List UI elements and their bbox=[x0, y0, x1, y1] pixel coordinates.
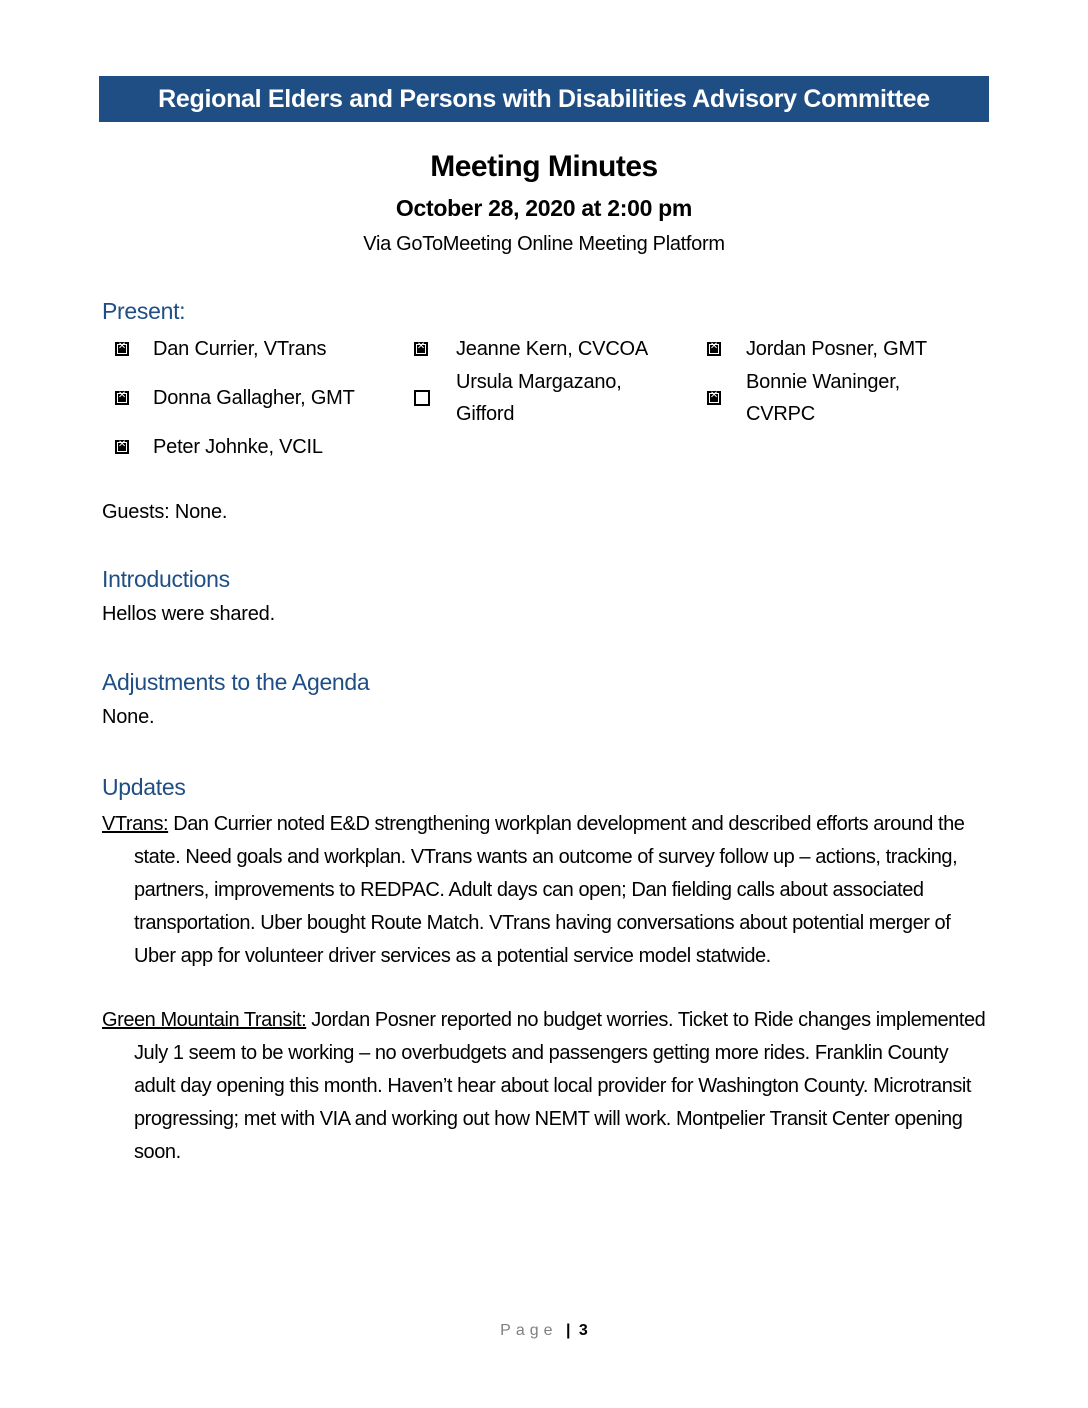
attendee-name-line1: Bonnie Waninger, bbox=[746, 371, 900, 393]
attendee-bonnie-waninger bbox=[707, 366, 900, 430]
introductions-heading: Introductions bbox=[102, 566, 230, 592]
guests-line: Guests: None. bbox=[102, 501, 228, 523]
update-green-mountain-transit bbox=[102, 1004, 992, 1169]
attendee-name: Jeanne Kern, CVCOA bbox=[456, 338, 649, 360]
attendee-peter-johnke bbox=[115, 431, 323, 463]
checked-box-icon bbox=[115, 440, 129, 454]
page-label: Page bbox=[500, 1322, 558, 1339]
checked-box-icon bbox=[707, 342, 721, 356]
adjustments-text: None. bbox=[102, 706, 155, 728]
attendee-name: Jordan Posner, GMT bbox=[746, 338, 927, 360]
attendee-jordan-posner bbox=[707, 333, 927, 365]
attendee-name: Dan Currier, VTrans bbox=[153, 338, 327, 360]
checked-box-icon bbox=[414, 342, 428, 356]
page-number: 3 bbox=[578, 1322, 588, 1339]
attendee-donna-gallagher bbox=[115, 382, 355, 414]
page-separator: | bbox=[565, 1322, 571, 1339]
page-footer bbox=[0, 1322, 1088, 1340]
attendee-name: Donna Gallagher, GMT bbox=[153, 387, 355, 409]
update-label: Green Mountain Transit: bbox=[102, 1009, 307, 1031]
update-text: Dan Currier noted E&D strengthening workplan development and described efforts around the state. Need goals and workplan. VTrans wants an outcome of survey follow up – actions, tracking, partners, improvements to REDPAC. Adult days can open; Dan fielding calls about associated transportation. Uber bought Route Match. VTrans having conversations about potential merger of Uber app for volunteer driver services as a potential service model statwide. bbox=[134, 813, 965, 967]
attendee-name-line2: Gifford bbox=[456, 403, 515, 425]
update-label: VTrans: bbox=[102, 813, 169, 835]
attendee-jeanne-kern bbox=[414, 333, 648, 365]
update-vtrans bbox=[102, 808, 992, 973]
introductions-text: Hellos were shared. bbox=[102, 603, 275, 625]
attendee-name: Peter Johnke, VCIL bbox=[153, 436, 323, 458]
committee-banner: Regional Elders and Persons with Disabilities Advisory Committee bbox=[99, 76, 989, 122]
checked-box-icon bbox=[115, 342, 129, 356]
meeting-venue: Via GoToMeeting Online Meeting Platform bbox=[363, 233, 725, 255]
checked-box-icon bbox=[707, 391, 721, 405]
checked-box-icon bbox=[115, 391, 129, 405]
update-text: Jordan Posner reported no budget worries. Ticket to Ride changes implemented July 1 seem to be working – no overbudgets and passengers getting more rides. Franklin County adult day opening this month. Haven’t hear about local provider for Washington County. Microtransit progressing; met with VIA and working out how NEMT will work. Montpelier Transit Center opening soon. bbox=[134, 1009, 986, 1163]
attendee-name-line2: CVRPC bbox=[746, 403, 816, 425]
meeting-date: October 28, 2020 at 2:00 pm bbox=[395, 195, 693, 221]
unchecked-box-icon bbox=[414, 390, 430, 406]
page-title: Meeting Minutes bbox=[430, 150, 658, 183]
adjustments-heading: Adjustments to the Agenda bbox=[102, 669, 370, 695]
attendee-name-line1: Ursula Margazano, bbox=[456, 371, 622, 393]
attendee-dan-currier bbox=[115, 333, 326, 365]
updates-heading: Updates bbox=[102, 774, 186, 800]
attendee-ursula-margazano bbox=[414, 366, 622, 430]
present-heading: Present: bbox=[102, 298, 186, 324]
